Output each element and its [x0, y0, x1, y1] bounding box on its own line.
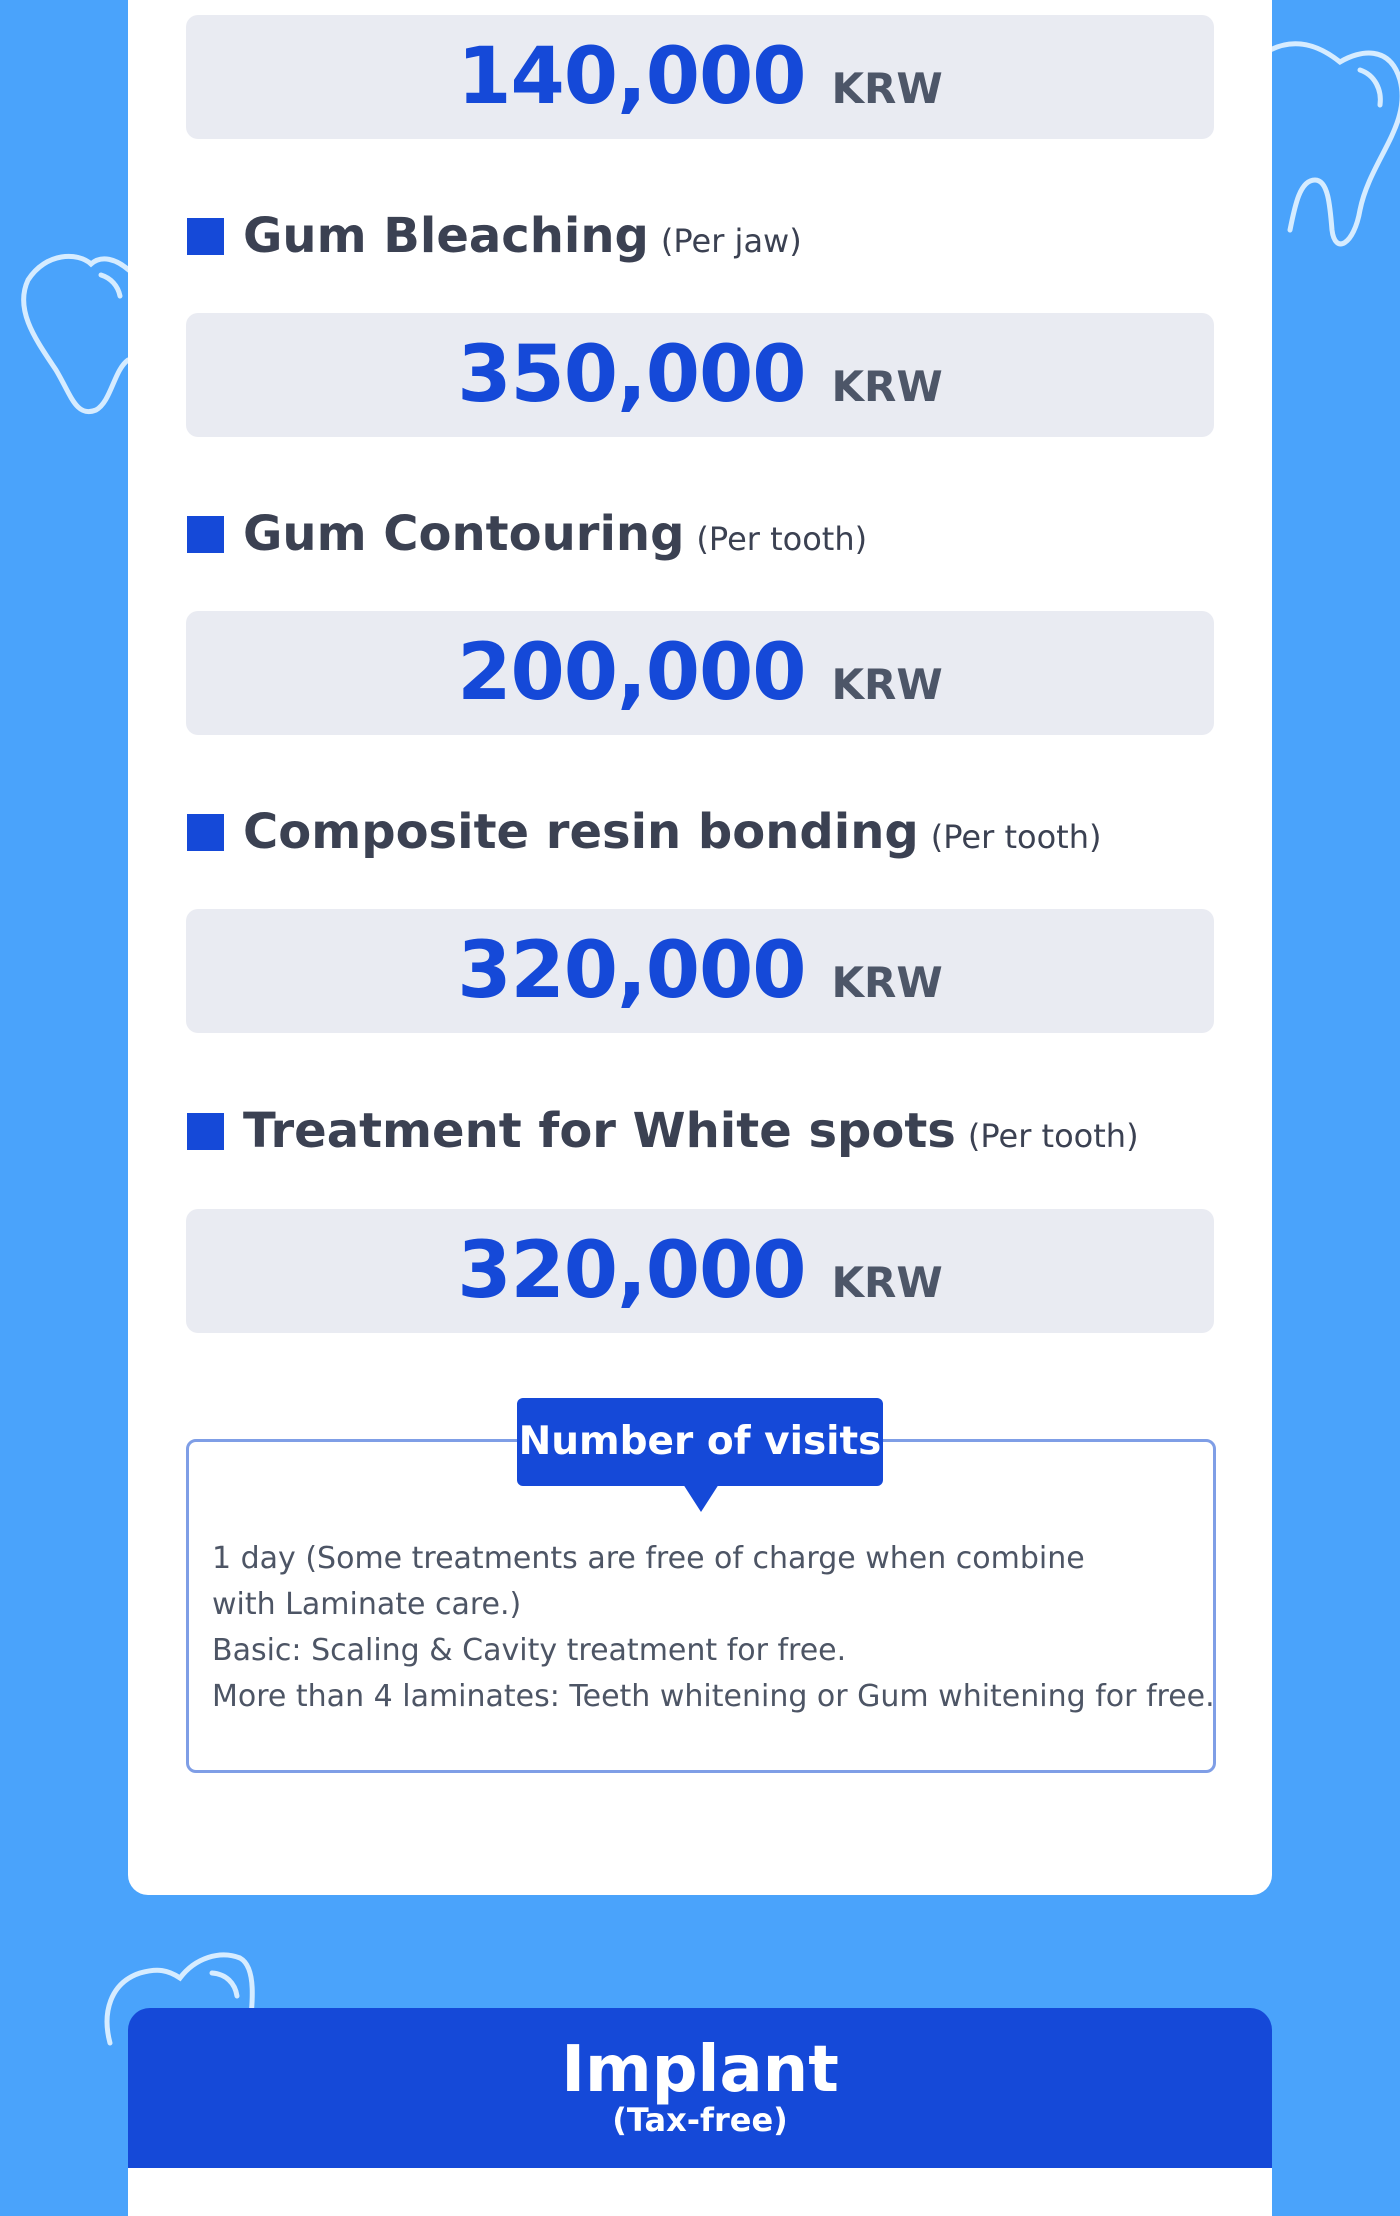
currency-unit: KRW: [831, 362, 943, 411]
section-title: Implant: [561, 2033, 839, 2107]
treatment-unit-note: (Per tooth): [930, 818, 1102, 856]
tooth-outline-icon-left: [16, 250, 131, 420]
visits-line: Basic: Scaling & Cavity treatment for free.: [212, 1633, 847, 1668]
treatment-heading: [187, 208, 802, 264]
implant-section-header: [128, 2008, 1272, 2168]
treatment-unit-note: (Per jaw): [660, 222, 802, 260]
currency-unit: KRW: [831, 958, 943, 1007]
price-box: [186, 909, 1214, 1033]
treatment-name: Composite resin bonding: [243, 804, 919, 860]
visits-line: 1 day (Some treatments are free of charge when combine: [212, 1541, 1085, 1576]
square-bullet-icon: [187, 516, 224, 553]
price-box: [186, 1209, 1214, 1333]
treatment-heading: [187, 804, 1101, 860]
square-bullet-icon: [187, 1113, 224, 1150]
price-box: [186, 313, 1214, 437]
price-box: [186, 611, 1214, 735]
visits-line: with Laminate care.): [212, 1587, 522, 1622]
square-bullet-icon: [187, 218, 224, 255]
square-bullet-icon: [187, 814, 224, 851]
price-value: 200,000: [457, 628, 806, 718]
visits-title-tag: Number of visits: [517, 1398, 883, 1486]
treatment-unit-note: (Per tooth): [696, 520, 868, 558]
price-value: 140,000: [457, 32, 806, 122]
visits-description: [212, 1536, 1215, 1720]
treatment-name: Treatment for White spots: [243, 1103, 956, 1159]
price-box: [186, 15, 1214, 139]
implant-section-body: [128, 2168, 1272, 2216]
price-value: 320,000: [457, 1226, 806, 1316]
treatment-name: Gum Contouring: [243, 506, 685, 562]
treatment-name: Gum Bleaching: [243, 208, 649, 264]
tag-pointer-icon: [683, 1484, 719, 1512]
currency-unit: KRW: [831, 1258, 943, 1307]
treatment-heading: [187, 506, 867, 562]
treatment-unit-note: (Per tooth): [967, 1117, 1139, 1155]
currency-unit: KRW: [831, 64, 943, 113]
visits-line: More than 4 laminates: Teeth whitening or Gum whitening for free.: [212, 1679, 1215, 1714]
price-value: 320,000: [457, 926, 806, 1016]
price-value: 350,000: [457, 330, 806, 420]
currency-unit: KRW: [831, 660, 943, 709]
treatment-heading: [187, 1103, 1139, 1159]
section-subtitle: (Tax-free): [612, 2101, 788, 2139]
